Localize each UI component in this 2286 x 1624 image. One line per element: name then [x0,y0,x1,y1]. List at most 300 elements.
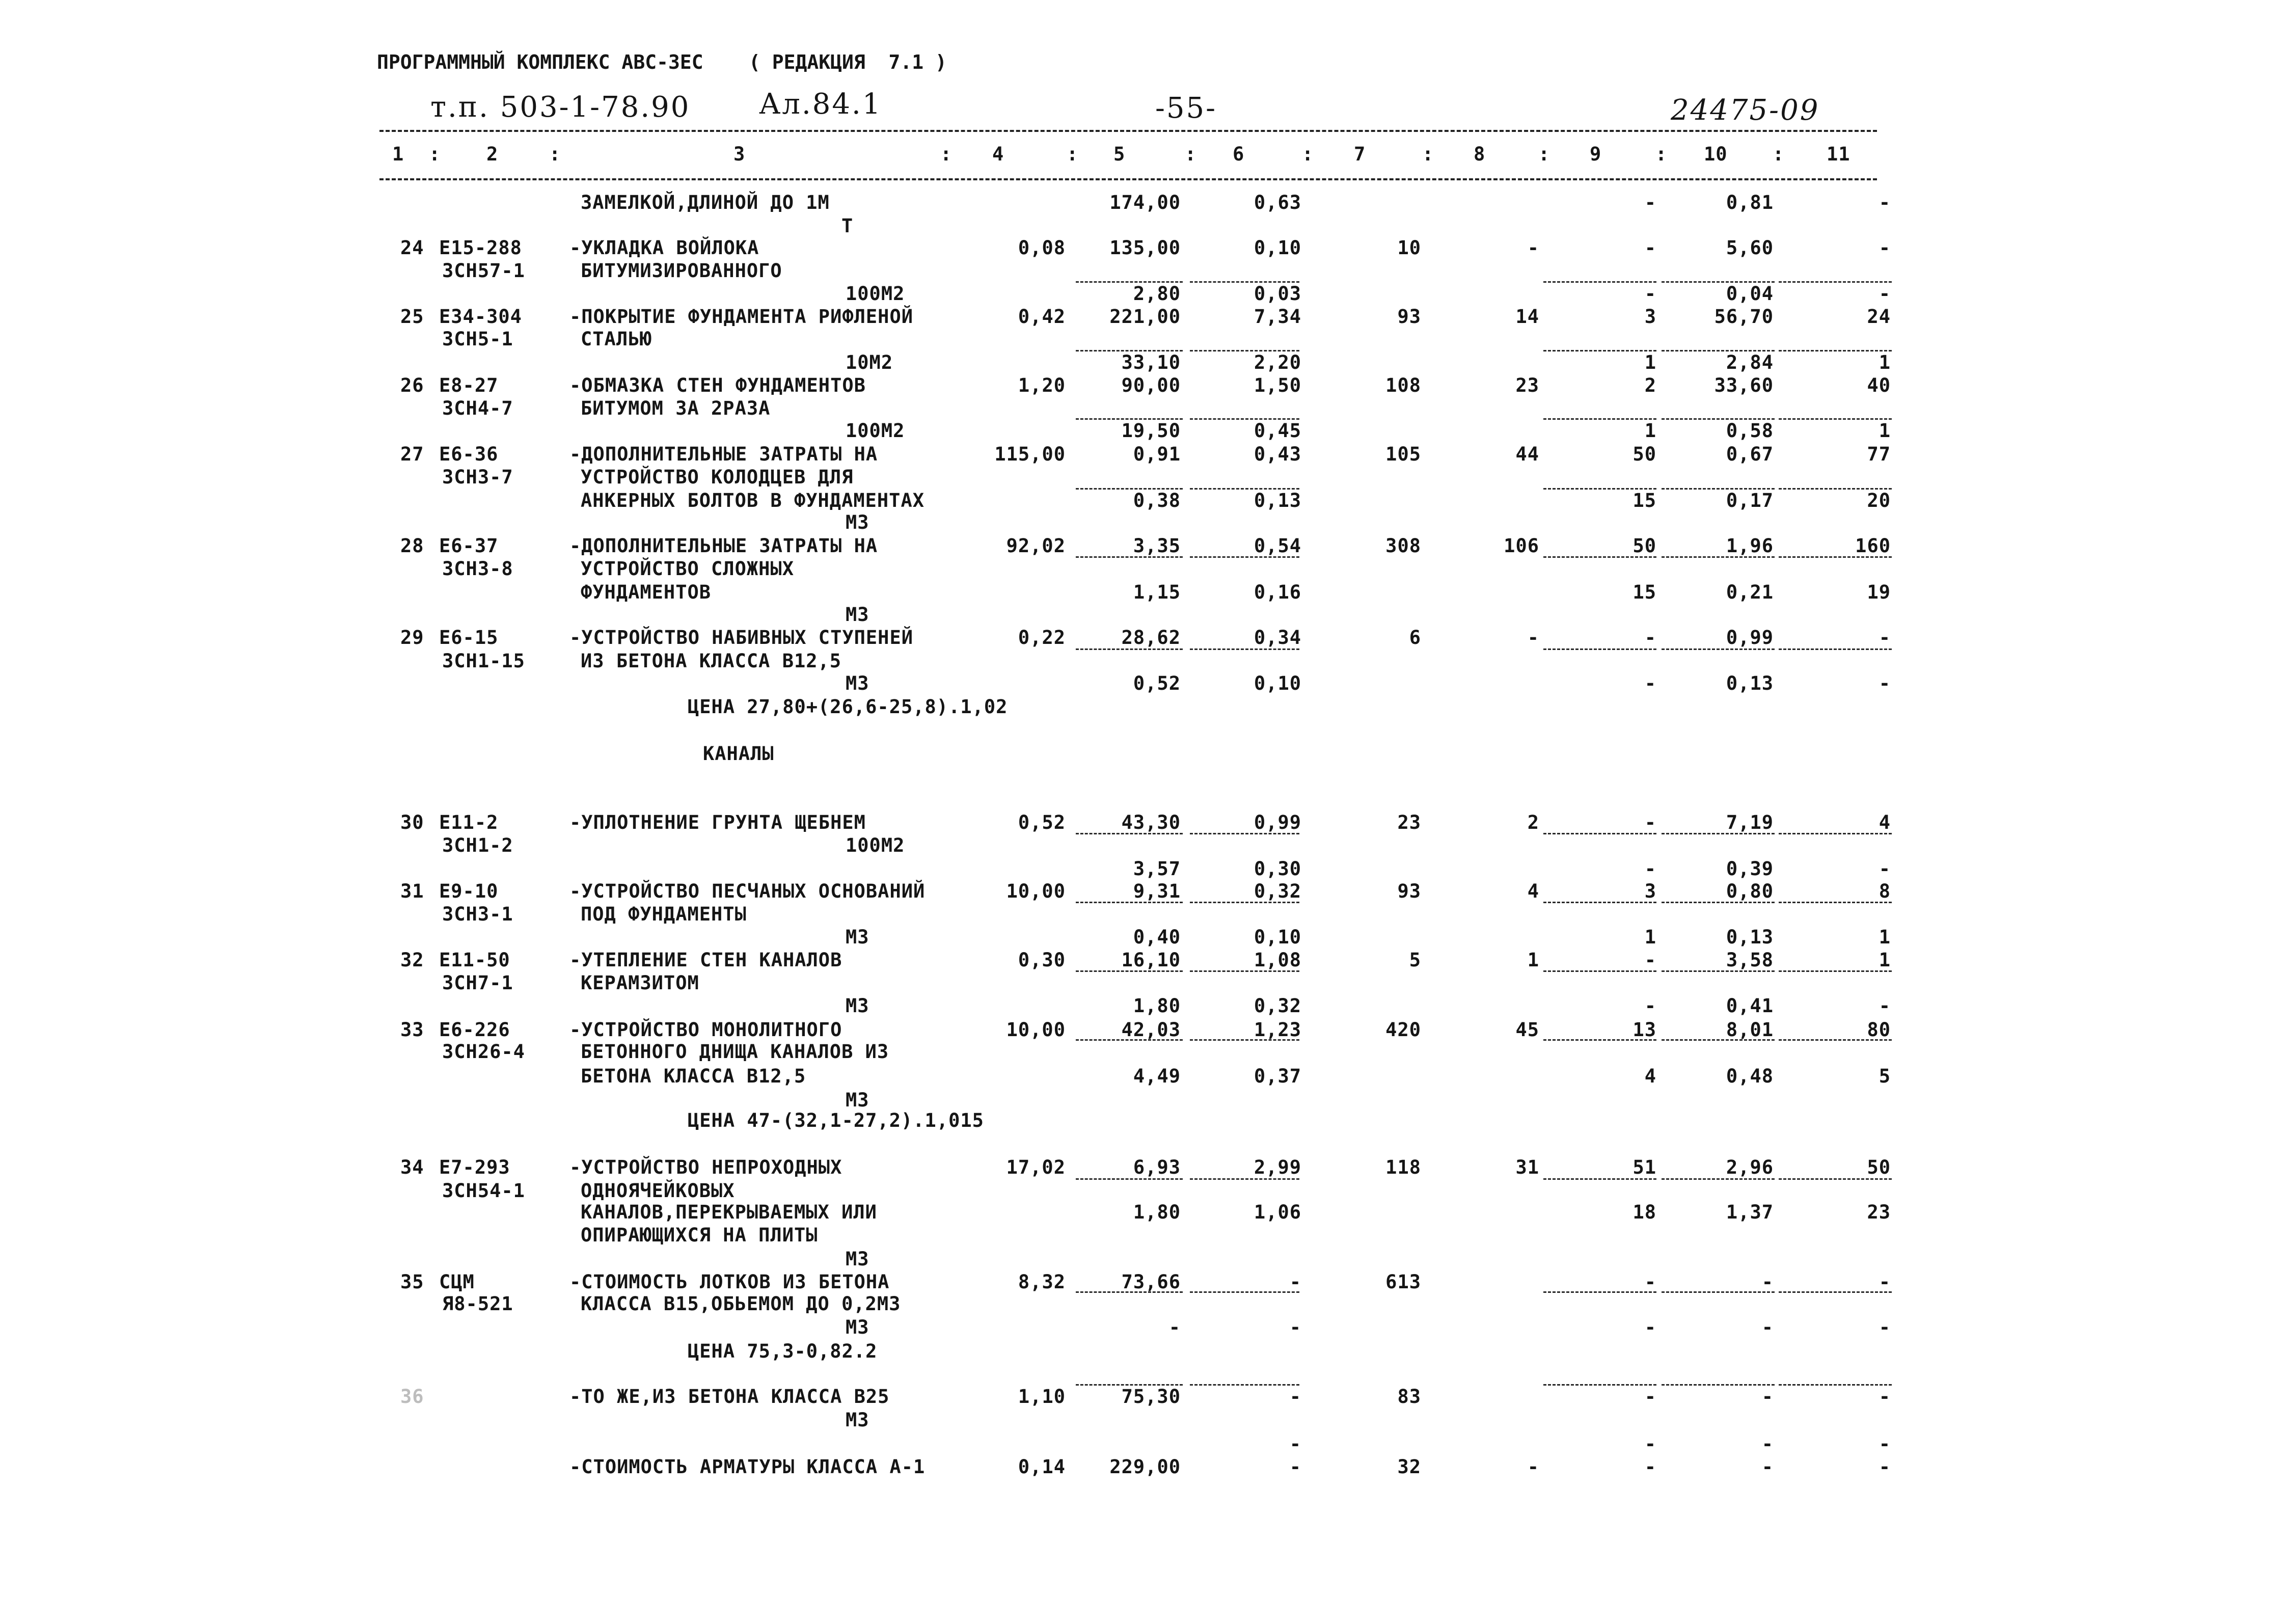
row-separator [1543,970,1656,972]
cell-col5: 1,15 [1133,581,1181,603]
row-separator [1076,418,1183,420]
row-separator [1779,418,1892,420]
row-separator [1190,418,1299,420]
cell-col3: ОПИРАЮЩИХСЯ НА ПЛИТЫ [581,1224,818,1246]
cell-col3: -ДОПОЛНИТЕЛЬНЫЕ ЗАТРАТЫ НА [569,535,878,557]
cell-col11: 1 [1879,420,1891,442]
cell-col2: Е15-288 [439,237,522,259]
cell-col5: 16,10 [1121,949,1181,971]
cell-col10: - [1761,1433,1774,1455]
cell-col5: 43,30 [1121,811,1181,833]
cell-col2: Е7-293 [439,1156,510,1178]
cell-col10: 2,96 [1726,1156,1774,1178]
cell-col6: 0,43 [1254,443,1301,465]
cell-col1: 25 [400,306,424,328]
header-rule-top [379,130,1877,132]
cell-col1: 28 [400,535,424,557]
cell-col9: - [1644,1456,1656,1478]
cell-col3: -УСТРОЙСТВО МОНОЛИТНОГО [569,1019,842,1041]
row-separator [1662,556,1775,558]
row-separator [1779,1291,1892,1293]
cell-col3: -ДОПОЛНИТЕЛЬНЫЕ ЗАТРАТЫ НА [569,443,878,465]
cell-col10: 0,17 [1726,490,1774,511]
cell-col6: - [1289,1386,1301,1408]
cell-col5: - [1168,1316,1181,1338]
cell-col6: 0,34 [1254,627,1301,648]
cell-col4: 8,32 [1018,1271,1066,1293]
row-separator [1543,281,1656,283]
row-separator [1190,833,1299,834]
cell-col11: 1 [1879,351,1891,373]
cell-col9: 4 [1644,1065,1656,1087]
cell-col1: 30 [400,811,424,833]
cell-col9: 2 [1644,374,1656,396]
column-header: 6 [1233,143,1245,165]
cell-col9: - [1644,192,1656,213]
cell-col10: 0,13 [1726,926,1774,948]
cell-col4: 0,08 [1018,237,1066,259]
cell-col9: - [1644,858,1656,880]
cell-col11: - [1879,995,1891,1017]
cell-col3: УСТРОЙСТВО КОЛОДЦЕВ ДЛЯ [581,466,854,488]
cell-col11: 1 [1879,949,1891,971]
cell-col5: 3,57 [1133,858,1181,880]
cell-col9: - [1644,1316,1656,1338]
cell-col4: 0,42 [1018,306,1066,328]
cell-col6: 7,34 [1254,306,1301,328]
row-separator [1190,350,1299,351]
row-separator [1543,350,1656,351]
cell-col11: 8 [1879,880,1891,902]
cell-col10: 0,21 [1726,581,1774,603]
cell-col2: Е8-27 [439,374,499,396]
cell-col11: - [1879,627,1891,648]
cell-col2: Я8-521 [442,1293,513,1315]
cell-col5: 0,91 [1133,443,1181,465]
cell-col3: М3 [846,1316,869,1338]
cell-col6: 0,16 [1254,581,1301,603]
row-separator [1779,1178,1892,1180]
cell-col5: 19,50 [1121,420,1181,442]
row-separator [1543,1039,1656,1041]
row-separator [1543,1178,1656,1180]
cell-col10: 7,19 [1726,811,1774,833]
cell-col3: 100М2 [846,283,905,305]
row-separator [1662,281,1775,283]
cell-col4: 92,02 [1006,535,1066,557]
cell-col5: 2,80 [1133,283,1181,305]
cell-col3: 100М2 [846,420,905,442]
cell-col9: - [1644,1386,1656,1408]
cell-col9: 15 [1632,490,1656,511]
cell-col5: 229,00 [1109,1456,1181,1478]
cell-col10: 1,37 [1726,1201,1774,1223]
cell-col2: 3СН1-15 [442,650,525,672]
cell-col9: - [1644,995,1656,1017]
cell-col5: 42,03 [1121,1019,1181,1041]
cell-col8: 1 [1527,949,1539,971]
cell-col7: 93 [1397,306,1421,328]
cell-col6: 0,30 [1254,858,1301,880]
cell-col3: -ТО ЖЕ,ИЗ БЕТОНА КЛАССА В25 [569,1386,890,1408]
cell-col4: 0,14 [1018,1456,1066,1478]
cell-col3: БИТУМОМ ЗА 2РАЗА [581,397,771,419]
cell-col3: М3 [846,995,869,1017]
column-header: 4 [992,143,1004,165]
cell-col2: 3СН5-1 [442,328,513,350]
cell-col3: -УСТРОЙСТВО НЕПРОХОДНЫХ [569,1156,842,1178]
row-separator [1190,1384,1299,1386]
cell-col8: 4 [1527,880,1539,902]
cell-col5: 0,38 [1133,490,1181,511]
row-separator [1543,488,1656,490]
cell-col5: 90,00 [1121,374,1181,396]
cell-col3: -УПЛОТНЕНИЕ ГРУНТА ЩЕБНЕМ [569,811,866,833]
cell-col10: 0,99 [1726,627,1774,648]
cell-col11: 20 [1867,490,1891,511]
cell-col1: 33 [400,1019,424,1041]
cell-col4: 115,00 [994,443,1066,465]
cell-col10: 0,81 [1726,192,1774,213]
cell-col2: Е9-10 [439,880,499,902]
row-separator [1779,556,1892,558]
cell-col10: 8,01 [1726,1019,1774,1041]
cell-col3: -СТОИМОСТЬ ЛОТКОВ ИЗ БЕТОНА [569,1271,890,1293]
row-separator [1779,902,1892,903]
row-separator [1543,418,1656,420]
cell-col10: 0,67 [1726,443,1774,465]
cell-col1: 34 [400,1156,424,1178]
cell-col5: 221,00 [1109,306,1181,328]
cell-col3: Т [841,215,854,237]
cell-col11: - [1879,1386,1891,1408]
row-separator [1543,648,1656,650]
cell-col6: 0,54 [1254,535,1301,557]
cell-col9: - [1644,672,1656,694]
cell-col7: 613 [1385,1271,1421,1293]
row-separator [1779,1384,1892,1386]
cell-col8: 23 [1515,374,1539,396]
cell-col10: 0,04 [1726,283,1774,305]
cell-col9: 51 [1632,1156,1656,1178]
cell-col4: 0,52 [1018,811,1066,833]
column-header: 9 [1590,143,1602,165]
row-separator [1076,833,1183,834]
cell-col6: 1,23 [1254,1019,1301,1041]
row-separator [1543,1384,1656,1386]
cell-col2: 3СН57-1 [442,260,525,282]
cell-col10: 0,39 [1726,858,1774,880]
cell-col10: 0,41 [1726,995,1774,1017]
cell-col2: 3СН4-7 [442,397,513,419]
row-separator [1190,1039,1299,1041]
cell-col10: - [1761,1456,1774,1478]
row-separator [1076,488,1183,490]
cell-col5: 4,49 [1133,1065,1181,1087]
row-separator [1779,488,1892,490]
column-header: 3 [733,143,746,165]
cell-col3: АНКЕРНЫХ БОЛТОВ В ФУНДАМЕНТАХ [581,490,925,511]
cell-col7: 420 [1385,1019,1421,1041]
cell-col1: 36 [400,1386,424,1408]
cell-col4: 0,30 [1018,949,1066,971]
cell-col10: 0,80 [1726,880,1774,902]
cell-col3: -ОБМАЗКА СТЕН ФУНДАМЕНТОВ [569,374,866,396]
cell-col2: Е6-15 [439,627,499,648]
cell-col10: 0,48 [1726,1065,1774,1087]
cell-col9: 15 [1632,581,1656,603]
cell-col8: 106 [1504,535,1539,557]
cell-col3: КЕРАМЗИТОМ [581,972,699,994]
cell-col3: ЦЕНА 27,80+(26,6-25,8).1,02 [688,696,1008,718]
cell-col11: - [1879,283,1891,305]
cell-col6: 0,13 [1254,490,1301,511]
cell-col1: 24 [400,237,424,259]
cell-col5: 75,30 [1121,1386,1181,1408]
cell-col6: - [1289,1271,1301,1293]
cell-col6: 0,45 [1254,420,1301,442]
cell-col2: 3СН54-1 [442,1180,525,1202]
cell-col3: КЛАССА В15,ОБЬЕМОМ ДО 0,2М3 [581,1293,901,1315]
cell-col2: Е11-2 [439,811,499,833]
cell-col5: 3,35 [1133,535,1181,557]
cell-col3: М3 [846,1089,869,1111]
cell-col9: - [1644,627,1656,648]
cell-col1: 26 [400,374,424,396]
cell-col11: 5 [1879,1065,1891,1087]
row-separator [1190,1178,1299,1180]
column-header: 8 [1474,143,1486,165]
cell-col9: 18 [1632,1201,1656,1223]
column-header: 1 [392,143,404,165]
cell-col2: 3СН7-1 [442,972,513,994]
cell-col8: 45 [1515,1019,1539,1041]
row-separator [1662,970,1775,972]
cell-col3: -ПОКРЫТИЕ ФУНДАМЕНТА РИФЛЕНОЙ [569,306,914,328]
row-separator [1076,970,1183,972]
row-separator [1779,648,1892,650]
cell-col9: - [1644,811,1656,833]
cell-col6: - [1289,1433,1301,1455]
cell-col1: 35 [400,1271,424,1293]
cell-col6: 0,10 [1254,672,1301,694]
cell-col10: - [1761,1271,1774,1293]
cell-col3: БЕТОНА КЛАССА В12,5 [581,1065,806,1087]
row-separator [1076,556,1183,558]
cell-col8: 44 [1515,443,1539,465]
cell-col4: 1,20 [1018,374,1066,396]
cell-col3: 100М2 [846,834,905,856]
row-separator [1662,902,1775,903]
cell-col3: ОДНОЯЧЕЙКОВЫХ [581,1180,735,1202]
cell-col3: УСТРОЙСТВО СЛОЖНЫХ [581,558,794,580]
row-separator [1543,833,1656,834]
cell-col5: 1,80 [1133,995,1181,1017]
cell-col1: 27 [400,443,424,465]
row-separator [1662,350,1775,351]
cell-col6: 2,99 [1254,1156,1301,1178]
cell-col2: 3СН3-8 [442,558,513,580]
cell-col5: 1,80 [1133,1201,1181,1223]
cell-col3: БЕТОННОГО ДНИЩА КАНАЛОВ ИЗ [581,1041,889,1063]
cell-col2: Е34-304 [439,306,522,328]
cell-col11: 4 [1879,811,1891,833]
cell-col3: СТАЛЬЮ [581,328,652,350]
cell-col6: 0,10 [1254,237,1301,259]
row-separator [1662,418,1775,420]
cell-col11: - [1879,858,1891,880]
cell-col3: М3 [846,672,869,694]
cell-col10: 5,60 [1726,237,1774,259]
cell-col8: 2 [1527,811,1539,833]
row-separator [1779,350,1892,351]
cell-col10: 1,96 [1726,535,1774,557]
cell-col11: 160 [1855,535,1891,557]
cell-col1: 31 [400,880,424,902]
cell-col3: -УКЛАДКА ВОЙЛОКА [569,237,759,259]
cell-col9: 50 [1632,535,1656,557]
cell-col9: 1 [1644,926,1656,948]
cell-col10: 0,13 [1726,672,1774,694]
row-separator [1662,1039,1775,1041]
cell-col3: ЦЕНА 75,3-0,82.2 [688,1340,878,1362]
row-separator [1543,556,1656,558]
cell-col11: 40 [1867,374,1891,396]
cell-col7: 10 [1397,237,1421,259]
cell-col9: 1 [1644,420,1656,442]
row-separator [1190,648,1299,650]
cell-col2: Е6-226 [439,1019,510,1041]
row-separator [1190,556,1299,558]
cell-col6: - [1289,1456,1301,1478]
cell-col3: КАНАЛОВ,ПЕРЕКРЫВАЕМЫХ ИЛИ [581,1201,877,1223]
cell-col7: 93 [1397,880,1421,902]
cell-col10: 56,70 [1714,306,1774,328]
row-separator [1779,833,1892,834]
cell-col11: 24 [1867,306,1891,328]
row-separator [1190,902,1299,903]
cell-col6: 0,10 [1254,926,1301,948]
cell-col2: Е6-37 [439,535,499,557]
cell-col5: 6,93 [1133,1156,1181,1178]
cell-col8: 31 [1515,1156,1539,1178]
cell-col2: 3СН1-2 [442,834,513,856]
cell-col11: 80 [1867,1019,1891,1041]
cell-col5: 9,31 [1133,880,1181,902]
row-separator [1076,1384,1183,1386]
row-separator [1076,1291,1183,1293]
cell-col3: М3 [846,511,869,533]
cell-col9: - [1644,949,1656,971]
cell-col7: 83 [1397,1386,1421,1408]
cell-col3: М3 [846,1409,869,1431]
cell-col6: - [1289,1316,1301,1338]
cell-col6: 2,20 [1254,351,1301,373]
cell-col9: 50 [1632,443,1656,465]
cell-col7: 5 [1409,949,1421,971]
cell-col3: ФУНДАМЕНТОВ [581,581,712,603]
cell-col6: 0,03 [1254,283,1301,305]
cell-col10: - [1761,1386,1774,1408]
cell-col9: - [1644,1433,1656,1455]
document-number: 24475-09 [1671,94,1820,127]
column-header: 11 [1827,143,1850,165]
cell-col5: 174,00 [1109,192,1181,213]
cell-col8: - [1527,1456,1539,1478]
cell-col3: -УСТРОЙСТВО ПЕСЧАНЫХ ОСНОВАНИЙ [569,880,926,902]
cell-col10: - [1761,1316,1774,1338]
cell-col3: БИТУМИЗИРОВАННОГО [581,260,782,282]
cell-col11: - [1879,1456,1891,1478]
row-separator [1662,488,1775,490]
cell-col3: ИЗ БЕТОНА КЛАССА В12,5 [581,650,842,672]
cell-col7: 105 [1385,443,1421,465]
cell-col8: - [1527,627,1539,648]
cell-col2: 3СН3-7 [442,466,513,488]
cell-col11: - [1879,1271,1891,1293]
cell-col10: 0,58 [1726,420,1774,442]
row-separator [1076,1039,1183,1041]
row-separator [1662,1384,1775,1386]
row-separator [1662,833,1775,834]
cell-col7: 108 [1385,374,1421,396]
column-header: 2 [486,143,499,165]
album-number: Ал.84.1 [759,88,882,121]
cell-col9: - [1644,283,1656,305]
cell-col2: 3СН3-1 [442,903,513,925]
row-separator [1190,1291,1299,1293]
cell-col9: 13 [1632,1019,1656,1041]
cell-col11: 19 [1867,581,1891,603]
cell-col2: Е6-36 [439,443,499,465]
cell-col4: 10,00 [1006,1019,1066,1041]
cell-col7: 32 [1397,1456,1421,1478]
cell-col3: М3 [846,926,869,948]
cell-col6: 1,50 [1254,374,1301,396]
cell-col8: - [1527,237,1539,259]
cell-col4: 10,00 [1006,880,1066,902]
header-rule-bottom [379,178,1877,180]
cell-col7: 6 [1409,627,1421,648]
cell-col11: 50 [1867,1156,1891,1178]
cell-col9: 3 [1644,306,1656,328]
cell-col9: 3 [1644,880,1656,902]
row-separator [1662,1178,1775,1180]
cell-col3: ПОД ФУНДАМЕНТЫ [581,903,747,925]
cell-col6: 0,63 [1254,192,1301,213]
row-separator [1779,970,1892,972]
row-separator [1190,970,1299,972]
cell-col6: 0,32 [1254,995,1301,1017]
cell-col2: Е11-50 [439,949,510,971]
row-separator [1076,350,1183,351]
cell-col5: 73,66 [1121,1271,1181,1293]
cell-col10: 33,60 [1714,374,1774,396]
cell-col4: 17,02 [1006,1156,1066,1178]
row-separator [1662,1291,1775,1293]
cell-col5: 28,62 [1121,627,1181,648]
page-number: -55- [1155,92,1217,125]
cell-col5: 135,00 [1109,237,1181,259]
cell-col5: 0,52 [1133,672,1181,694]
cell-col3: -УСТРОЙСТВО НАБИВНЫХ СТУПЕНЕЙ [569,627,914,648]
cell-col11: - [1879,1316,1891,1338]
row-separator [1779,281,1892,283]
cell-col6: 1,06 [1254,1201,1301,1223]
cell-col11: - [1879,237,1891,259]
cell-col9: - [1644,1271,1656,1293]
cell-col6: 1,08 [1254,949,1301,971]
